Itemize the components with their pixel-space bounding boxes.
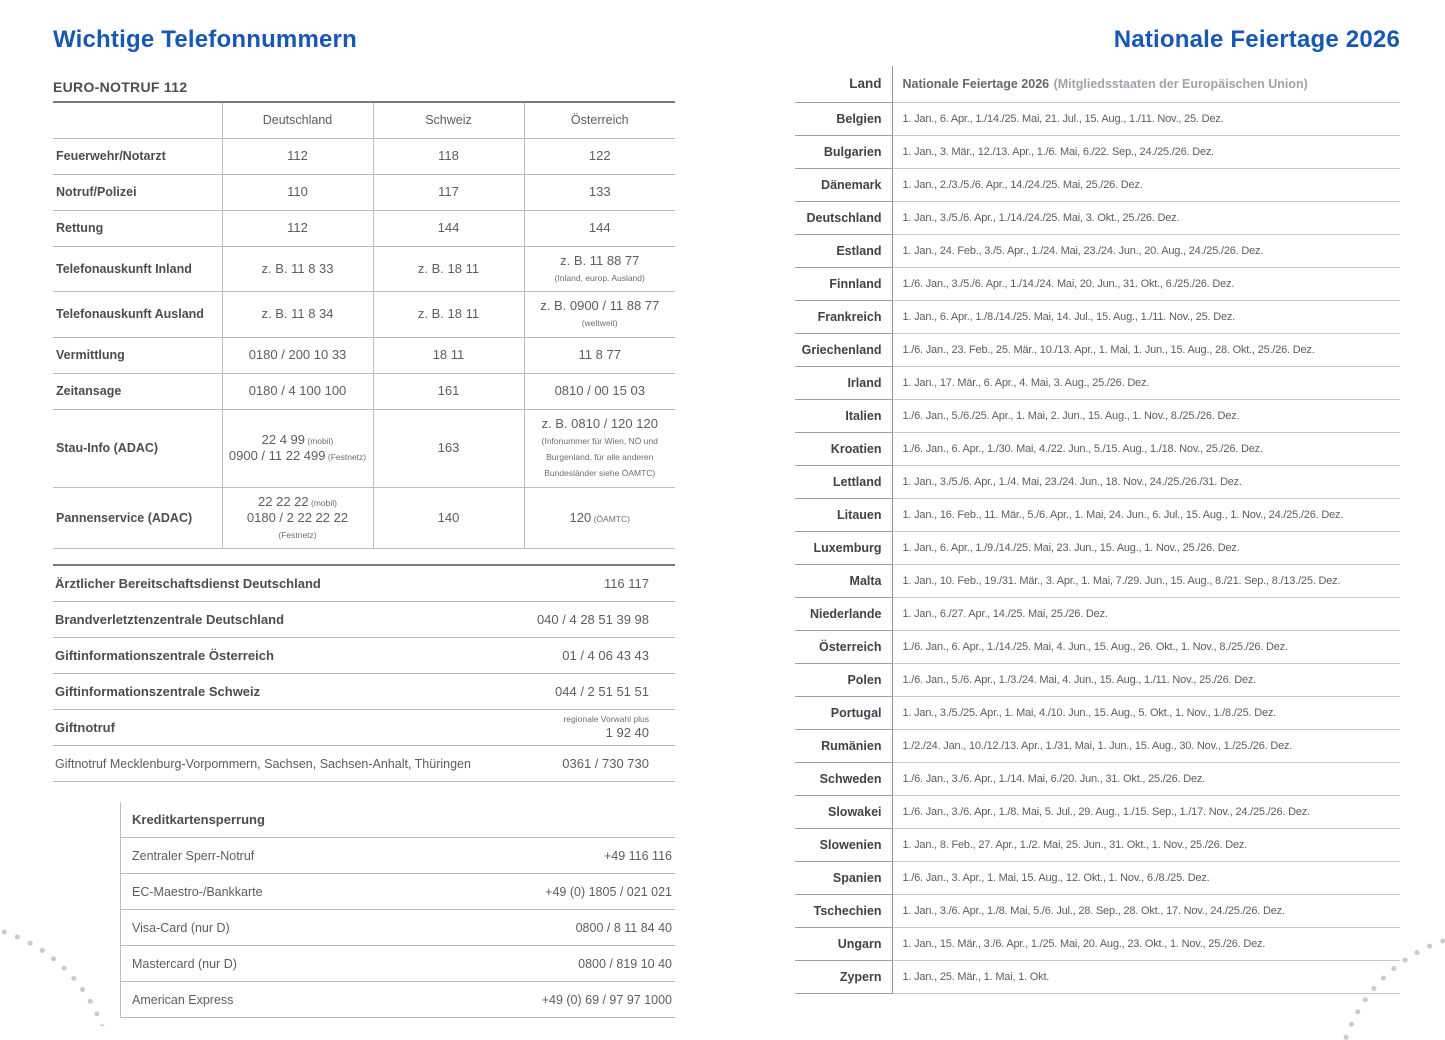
phone-value-oesterreich xyxy=(524,487,675,549)
phone-value-line: 144 xyxy=(437,219,460,235)
holiday-country: Litauen xyxy=(795,498,892,531)
phone-header-deutschland: Deutschland xyxy=(222,102,373,138)
holiday-row xyxy=(795,498,1400,531)
phone-value-line: 0180 / 200 10 33 xyxy=(248,346,347,362)
phone-value-deutschland xyxy=(222,292,373,338)
holiday-country: Finnland xyxy=(795,267,892,300)
phone-value-line: 112 xyxy=(287,219,308,235)
credit-label: American Express xyxy=(132,992,234,1007)
holiday-country: Luxemburg xyxy=(795,531,892,564)
phone-value-line: 0180 / 4 100 100 xyxy=(248,382,347,398)
credit-label: Mastercard (nur D) xyxy=(132,956,237,971)
holiday-dates: 1. Jan., 6./27. Apr., 14./25. Mai, 25./26. Dez. xyxy=(892,597,1400,630)
phone-value-line: 144 xyxy=(588,219,611,235)
phone-value-line: z. B. 11 8 33 xyxy=(261,260,334,276)
phone-value-line: 0810 / 00 15 03 xyxy=(554,382,645,398)
holiday-row xyxy=(795,696,1400,729)
phone-row-label: Vermittlung xyxy=(53,337,222,373)
credit-number: 0800 / 819 10 40 xyxy=(578,956,672,971)
holiday-row xyxy=(795,168,1400,201)
holiday-dates: 1./6. Jan., 6. Apr., 1./14./25. Mai, 4. Jun., 15. Aug., 26. Okt., 1. Nov., 8./25./26. Dez. xyxy=(892,630,1400,663)
phone-table xyxy=(53,101,675,549)
phone-value-deutschland xyxy=(222,174,373,210)
phone-value-line: 120 (ÖAMTC) xyxy=(569,509,630,525)
holiday-dates: 1./6. Jan., 3./6. Apr., 1./14. Mai, 6./20. Jun., 31. Okt., 25./26. Dez. xyxy=(892,762,1400,795)
holiday-country: Kroatien xyxy=(795,432,892,465)
phone-value-line: 140 xyxy=(437,509,460,525)
credit-row xyxy=(121,982,675,1018)
phone-value-line: z. B. 0810 / 120 120 xyxy=(541,415,658,431)
phone-value-line: z. B. 11 88 77 xyxy=(560,252,640,268)
holiday-dates: 1./6. Jan., 3./6. Apr., 1./8. Mai, 5. Jul., 29. Aug., 1./15. Sep., 1./17. Nov., 24./25./26. Dez. xyxy=(892,795,1400,828)
phone-value-line: 22 22 22 (mobil) xyxy=(258,493,337,509)
holiday-country: Griechenland xyxy=(795,333,892,366)
credit-label: Visa-Card (nur D) xyxy=(132,920,230,935)
holiday-country: Deutschland xyxy=(795,201,892,234)
phone-value-deutschland xyxy=(222,373,373,409)
holiday-row xyxy=(795,564,1400,597)
holiday-row xyxy=(795,762,1400,795)
phone-row xyxy=(53,292,675,338)
phone-value-oesterreich xyxy=(524,337,675,373)
phone-value-schweiz xyxy=(373,174,524,210)
phone-value-deutschland xyxy=(222,409,373,487)
holidays-header-row xyxy=(795,66,1400,102)
phone-value-line: (Infonummer für Wien, NÖ und Burgenland, für alle anderen Bundesländer siehe ÖAMTC) xyxy=(541,435,658,479)
phone-row xyxy=(53,409,675,487)
holiday-dates: 1. Jan., 25. Mär., 1. Mai, 1. Okt. xyxy=(892,960,1400,993)
holiday-country: Spanien xyxy=(795,861,892,894)
credit-block-title: Kreditkartensperrung xyxy=(121,802,675,838)
service-row xyxy=(53,566,675,602)
holiday-row xyxy=(795,597,1400,630)
service-number: 116 117 xyxy=(603,575,649,591)
credit-label: Zentraler Sperr-Notruf xyxy=(132,848,255,863)
phone-value-line: 112 xyxy=(287,147,308,163)
phone-value-line: z. B. 11 8 34 xyxy=(261,306,334,322)
holidays-header-title xyxy=(892,66,1400,102)
holiday-row xyxy=(795,234,1400,267)
phone-value-schweiz xyxy=(373,246,524,292)
phone-row-label: Telefonauskunft Ausland xyxy=(53,292,222,338)
emergency-services-list xyxy=(53,564,675,782)
holidays-header-land: Land xyxy=(795,66,892,102)
service-number: regionale Vorwahl plus 1 92 40 xyxy=(563,714,649,741)
holiday-country: Irland xyxy=(795,366,892,399)
holiday-row xyxy=(795,201,1400,234)
holiday-country: Lettland xyxy=(795,465,892,498)
phone-value-schweiz xyxy=(373,292,524,338)
phone-value-schweiz xyxy=(373,210,524,246)
phone-row-label: Notruf/Polizei xyxy=(53,174,222,210)
holiday-country: Belgien xyxy=(795,102,892,135)
phone-value-line: 118 xyxy=(438,147,459,163)
holiday-row xyxy=(795,267,1400,300)
phone-value-line: (weltweit) xyxy=(581,318,618,329)
service-number: 044 / 2 51 51 51 xyxy=(555,683,649,699)
phone-value-schweiz xyxy=(373,337,524,373)
holiday-country: Tschechien xyxy=(795,894,892,927)
holiday-country: Ungarn xyxy=(795,927,892,960)
holidays-table xyxy=(795,66,1400,994)
holiday-country: Schweden xyxy=(795,762,892,795)
service-row xyxy=(53,638,675,674)
phone-value-line: (Inland, europ. Ausland) xyxy=(554,272,645,283)
phone-row xyxy=(53,174,675,210)
phone-row-label: Zeitansage xyxy=(53,373,222,409)
phone-value-line: 117 xyxy=(438,183,459,199)
credit-row xyxy=(121,874,675,910)
phone-value-schweiz xyxy=(373,373,524,409)
holiday-country: Rumänien xyxy=(795,729,892,762)
credit-number: +49 116 116 xyxy=(603,848,672,863)
holiday-dates: 1./6. Jan., 3. Apr., 1. Mai, 15. Aug., 12. Okt., 1. Nov., 6./8./25. Dez. xyxy=(892,861,1400,894)
holiday-dates: 1./6. Jan., 3./5./6. Apr., 1./14./24. Mai, 20. Jun., 31. Okt., 6./25./26. Dez. xyxy=(892,267,1400,300)
phone-value-deutschland xyxy=(222,487,373,549)
phone-value-schweiz xyxy=(373,487,524,549)
phone-value-line: 161 xyxy=(437,382,460,398)
credit-row xyxy=(121,910,675,946)
phone-row xyxy=(53,138,675,174)
holiday-dates: 1./6. Jan., 6. Apr., 1./30. Mai, 4./22. Jun., 5./15. Aug., 1./18. Nov., 25./26. Dez. xyxy=(892,432,1400,465)
phone-value-schweiz xyxy=(373,138,524,174)
holiday-country: Slowakei xyxy=(795,795,892,828)
holiday-dates: 1./2./24. Jan., 10./12./13. Apr., 1./31. Mai, 1. Jun., 15. Aug., 30. Nov., 1./25./26. Dez. xyxy=(892,729,1400,762)
credit-row xyxy=(121,946,675,982)
holiday-row xyxy=(795,894,1400,927)
service-number: 040 / 4 28 51 39 98 xyxy=(536,611,649,627)
service-number: 0361 / 730 730 xyxy=(562,755,649,771)
service-label: Giftnotruf Mecklenburg-Vorpommern, Sachsen, Sachsen-Anhalt, Thüringen xyxy=(55,756,471,771)
left-page-title: Wichtige Telefonnummern xyxy=(53,26,357,53)
phone-value-deutschland xyxy=(222,138,373,174)
phone-value-line: z. B. 18 11 xyxy=(417,306,480,322)
holiday-country: Frankreich xyxy=(795,300,892,333)
holiday-row xyxy=(795,531,1400,564)
phone-value-line: 11 8 77 xyxy=(578,346,621,362)
credit-label: EC-Maestro-/Bankkarte xyxy=(132,884,263,899)
holiday-country: Niederlande xyxy=(795,597,892,630)
holiday-row xyxy=(795,663,1400,696)
phone-value-deutschland xyxy=(222,337,373,373)
holiday-row xyxy=(795,366,1400,399)
credit-number: 0800 / 8 11 84 40 xyxy=(575,920,672,935)
holiday-dates: 1. Jan., 8. Feb., 27. Apr., 1./2. Mai, 25. Jun., 31. Okt., 1. Nov., 25./26. Dez. xyxy=(892,828,1400,861)
service-label: Brandverletztenzentrale Deutschland xyxy=(55,612,285,628)
service-row xyxy=(53,602,675,638)
right-page-title: Nationale Feiertage 2026 xyxy=(1113,26,1400,53)
phone-value-oesterreich xyxy=(524,246,675,292)
credit-number: +49 (0) 69 / 97 97 1000 xyxy=(541,992,672,1007)
holiday-country: Slowenien xyxy=(795,828,892,861)
holiday-row xyxy=(795,300,1400,333)
phone-value-line: 0900 / 11 22 499 (Festnetz) xyxy=(228,448,367,463)
service-number: 01 / 4 06 43 43 xyxy=(562,647,649,663)
holiday-dates: 1. Jan., 3./6. Apr., 1./8. Mai, 5./6. Jul., 28. Sep., 28. Okt., 17. Nov., 24./25./26. Dez. xyxy=(892,894,1400,927)
service-row xyxy=(53,710,675,746)
holiday-row xyxy=(795,135,1400,168)
holiday-dates: 1. Jan., 3. Mär., 12./13. Apr., 1./6. Mai, 6./22. Sep., 24./25./26. Dez. xyxy=(892,135,1400,168)
credit-row xyxy=(121,838,675,874)
phone-value-line: 122 xyxy=(588,147,611,163)
phone-row-label: Pannenservice (ADAC) xyxy=(53,487,222,549)
holiday-row xyxy=(795,399,1400,432)
holiday-dates: 1. Jan., 17. Mär., 6. Apr., 4. Mai, 3. Aug., 25./26. Dez. xyxy=(892,366,1400,399)
phone-value-line: 133 xyxy=(588,183,611,199)
phone-row xyxy=(53,210,675,246)
phone-value-line: 163 xyxy=(437,439,460,455)
phone-value-line: 18 11 xyxy=(432,346,465,362)
phone-value-oesterreich xyxy=(524,292,675,338)
phone-header-oesterreich: Österreich xyxy=(524,102,675,138)
phone-row-label: Stau-Info (ADAC) xyxy=(53,409,222,487)
holiday-country: Österreich xyxy=(795,630,892,663)
phone-row xyxy=(53,337,675,373)
holiday-dates: 1./6. Jan., 5./6./25. Apr., 1. Mai, 2. Jun., 15. Aug., 1. Nov., 8./25./26. Dez. xyxy=(892,399,1400,432)
phone-value-oesterreich xyxy=(524,409,675,487)
phone-header-row xyxy=(53,102,675,138)
holiday-country: Dänemark xyxy=(795,168,892,201)
holiday-row xyxy=(795,795,1400,828)
left-page xyxy=(53,26,675,1018)
phone-row xyxy=(53,373,675,409)
phone-row-label: Telefonauskunft Inland xyxy=(53,246,222,292)
holiday-country: Zypern xyxy=(795,960,892,993)
holiday-row xyxy=(795,432,1400,465)
phone-value-oesterreich xyxy=(524,210,675,246)
phone-value-oesterreich xyxy=(524,174,675,210)
holiday-country: Italien xyxy=(795,399,892,432)
service-label: Ärztlicher Bereitschaftsdienst Deutschland xyxy=(55,576,321,592)
holiday-country: Estland xyxy=(795,234,892,267)
service-row xyxy=(53,674,675,710)
holiday-row xyxy=(795,960,1400,993)
holidays-header-year: Nationale Feiertage 2026 xyxy=(902,76,1050,91)
holiday-dates: 1. Jan., 15. Mär., 3./6. Apr., 1./25. Mai, 20. Aug., 23. Okt., 1. Nov., 25./26. Dez. xyxy=(892,927,1400,960)
phone-row-label: Rettung xyxy=(53,210,222,246)
holiday-row xyxy=(795,333,1400,366)
phone-value-line: z. B. 18 11 xyxy=(417,260,480,276)
phone-value-line: 22 4 99 (mobil) xyxy=(261,431,334,447)
holiday-row xyxy=(795,465,1400,498)
service-row xyxy=(53,746,675,782)
holiday-dates: 1. Jan., 16. Feb., 11. Mär., 5./6. Apr., 1. Mai, 24. Jun., 6. Jul., 15. Aug., 1. Nov., 24./25./26. Dez. xyxy=(892,498,1400,531)
holiday-row xyxy=(795,861,1400,894)
holiday-row xyxy=(795,102,1400,135)
credit-rows xyxy=(121,838,675,1018)
phone-value-deutschland xyxy=(222,246,373,292)
service-label: Giftinformationszentrale Schweiz xyxy=(55,684,261,700)
holiday-country: Bulgarien xyxy=(795,135,892,168)
phone-value-oesterreich xyxy=(524,138,675,174)
phone-row xyxy=(53,487,675,549)
holiday-dates: 1. Jan., 3./5./25. Apr., 1. Mai, 4./10. Jun., 15. Aug., 5. Okt., 1. Nov., 1./8./25. Dez. xyxy=(892,696,1400,729)
holiday-country: Malta xyxy=(795,564,892,597)
holiday-country: Portugal xyxy=(795,696,892,729)
phone-value-oesterreich xyxy=(524,373,675,409)
phone-value-schweiz xyxy=(373,409,524,487)
holiday-dates: 1. Jan., 6. Apr., 1./8./14./25. Mai, 14. Jul., 15. Aug., 1./11. Nov., 25. Dez. xyxy=(892,300,1400,333)
holiday-row xyxy=(795,630,1400,663)
holiday-dates: 1. Jan., 6. Apr., 1./9./14./25. Mai, 23. Jun., 15. Aug., 1. Nov., 25./26. Dez. xyxy=(892,531,1400,564)
phone-row-label: Feuerwehr/Notarzt xyxy=(53,138,222,174)
holiday-row xyxy=(795,828,1400,861)
phone-value-line: 0180 / 2 22 22 22 (Festnetz) xyxy=(246,509,349,540)
phone-value-line: 110 xyxy=(287,183,308,199)
credit-card-block xyxy=(120,802,675,1018)
service-label: Giftinformationszentrale Österreich xyxy=(55,648,274,664)
euro-notruf-heading: EURO-NOTRUF 112 xyxy=(53,79,188,95)
holiday-row xyxy=(795,729,1400,762)
phone-row xyxy=(53,246,675,292)
holiday-dates: 1. Jan., 24. Feb., 3./5. Apr., 1./24. Mai, 23./24. Jun., 20. Aug., 24./25./26. Dez. xyxy=(892,234,1400,267)
holiday-row xyxy=(795,927,1400,960)
service-note: regionale Vorwahl plus xyxy=(563,714,649,725)
service-label: Giftnotruf xyxy=(55,720,115,736)
holiday-dates: 1./6. Jan., 23. Feb., 25. Mär., 10./13. Apr., 1. Mai, 1. Jun., 15. Aug., 28. Okt., 25./26. Dez. xyxy=(892,333,1400,366)
holiday-dates: 1./6. Jan., 5./6. Apr., 1./3./24. Mai, 4. Jun., 15. Aug., 1./11. Nov., 25./26. Dez. xyxy=(892,663,1400,696)
holiday-country: Polen xyxy=(795,663,892,696)
holidays-header-note: (Mitgliedsstaaten der Europäischen Union) xyxy=(1053,76,1308,91)
phone-value-deutschland xyxy=(222,210,373,246)
phone-header-schweiz: Schweiz xyxy=(373,102,524,138)
holiday-dates: 1. Jan., 10. Feb., 19./31. Mär., 3. Apr., 1. Mai, 7./29. Jun., 15. Aug., 8./21. Sep., 8./13./25. Dez. xyxy=(892,564,1400,597)
holiday-dates: 1. Jan., 6. Apr., 1./14./25. Mai, 21. Jul., 15. Aug., 1./11. Nov., 25. Dez. xyxy=(892,102,1400,135)
right-page xyxy=(795,26,1400,994)
holiday-dates: 1. Jan., 3./5./6. Apr., 1./14./24./25. Mai, 3. Okt., 25./26. Dez. xyxy=(892,201,1400,234)
phone-value-line: z. B. 0900 / 11 88 77 xyxy=(540,298,660,313)
phone-header-empty xyxy=(53,102,222,138)
holiday-dates: 1. Jan., 2./3./5./6. Apr., 14./24./25. Mai, 25./26. Dez. xyxy=(892,168,1400,201)
holiday-dates: 1. Jan., 3./5./6. Apr., 1./4. Mai, 23./24. Jun., 18. Nov., 24./25./26./31. Dez. xyxy=(892,465,1400,498)
credit-number: +49 (0) 1805 / 021 021 xyxy=(545,884,672,899)
